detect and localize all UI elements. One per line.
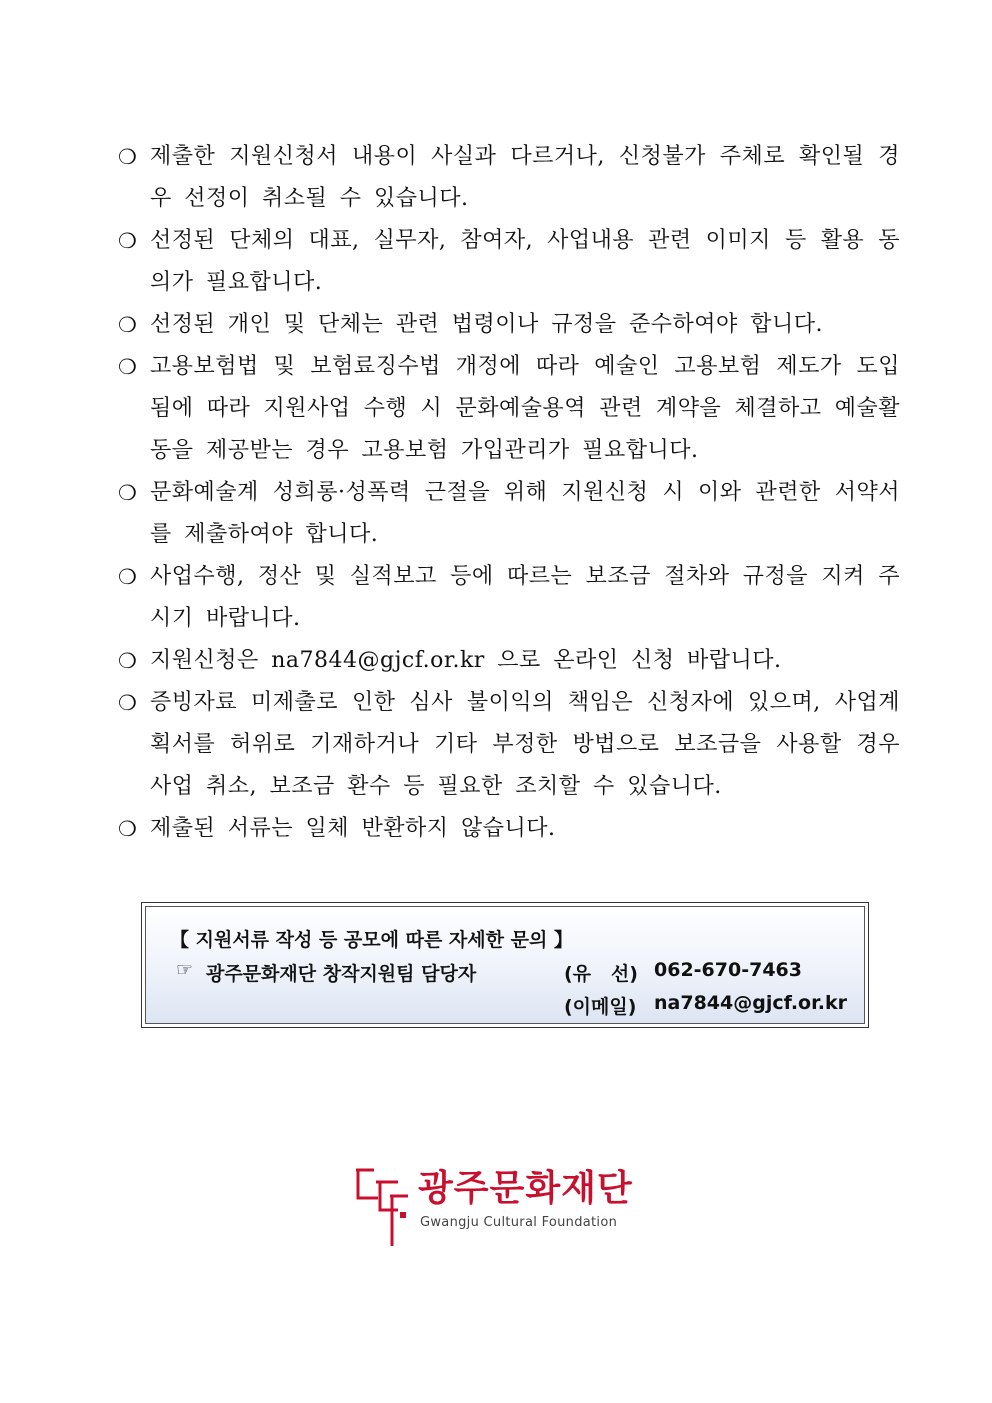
circle-bullet-icon: ❍: [118, 313, 137, 337]
notice-text: 선정된 개인 및 단체는 관련 법령이나 규정을 준수하여야 합니다.: [150, 312, 823, 337]
email-address[interactable]: na7844@gjcf.or.kr: [654, 992, 847, 1014]
foundation-logo-subtitle: Gwangju Cultural Foundation: [420, 1215, 618, 1230]
notice-item: [118, 136, 900, 220]
notice-item: [118, 346, 900, 472]
contact-box: [141, 902, 869, 1028]
foundation-logo: [352, 1160, 642, 1250]
notice-text: 제출된 서류는 일체 반환하지 않습니다.: [150, 816, 556, 841]
circle-bullet-icon: ❍: [118, 565, 137, 589]
notice-item: [118, 556, 900, 640]
circle-bullet-icon: ❍: [118, 229, 137, 253]
phone-label: (유 선): [564, 963, 638, 985]
circle-bullet-icon: ❍: [118, 145, 137, 169]
notice-text: 고용보험법 및 보험료징수법 개정에 따라 예술인 고용보험 제도가 도입됨에 따라 지원사업 수행 시 문화예술용역 관련 계약을 체결하고 예술활동을 제공받는 경우 고용보험 가입관리가 필요합니다.: [150, 354, 900, 463]
notice-text: 제출한 지원신청서 내용이 사실과 다르거나, 신청불가 주체로 확인될 경우 선정이 취소될 수 있습니다.: [150, 144, 900, 211]
notice-item: [118, 682, 900, 808]
contact-heading: 【 지원서류 작성 등 공모에 따른 자세한 문의 】: [170, 929, 573, 951]
circle-bullet-icon: ❍: [118, 481, 137, 505]
notice-list: [118, 136, 900, 850]
contact-box-inner: [145, 906, 865, 1024]
notice-text: 문화예술계 성희롱·성폭력 근절을 위해 지원신청 시 이와 관련한 서약서를 제출하여야 합니다.: [150, 480, 900, 547]
notice-text: 지원신청은 na7844@gjcf.or.kr 으로 온라인 신청 바랍니다.: [150, 648, 782, 673]
pointing-hand-icon: ☞: [176, 959, 194, 981]
foundation-logo-mark-icon: [352, 1160, 414, 1250]
circle-bullet-icon: ❍: [118, 691, 137, 715]
foundation-logo-name: 광주문화재단: [418, 1168, 633, 1209]
notice-text: 증빙자료 미제출로 인한 심사 불이익의 책임은 신청자에 있으며, 사업계획서를 허위로 기재하거나 기타 부정한 방법으로 보조금을 사용할 경우 사업 취소, 보조금 환수 등 필요한 조치할 수 있습니다.: [150, 690, 900, 799]
email-label: (이메일): [564, 996, 637, 1018]
notice-item: [118, 220, 900, 304]
circle-bullet-icon: ❍: [118, 355, 137, 379]
notice-item: [118, 304, 900, 346]
circle-bullet-icon: ❍: [118, 817, 137, 841]
circle-bullet-icon: ❍: [118, 649, 137, 673]
notice-text: 사업수행, 정산 및 실적보고 등에 따르는 보조금 절차와 규정을 지켜 주시기 바랍니다.: [150, 564, 900, 631]
notice-item: [118, 472, 900, 556]
notice-item: [118, 808, 900, 850]
contact-team: 광주문화재단 창작지원팀 담당자: [206, 963, 477, 985]
notice-text: 선정된 단체의 대표, 실무자, 참여자, 사업내용 관련 이미지 등 활용 동의가 필요합니다.: [150, 228, 900, 295]
phone-number: 062-670-7463: [654, 959, 802, 981]
notice-item: [118, 640, 900, 682]
